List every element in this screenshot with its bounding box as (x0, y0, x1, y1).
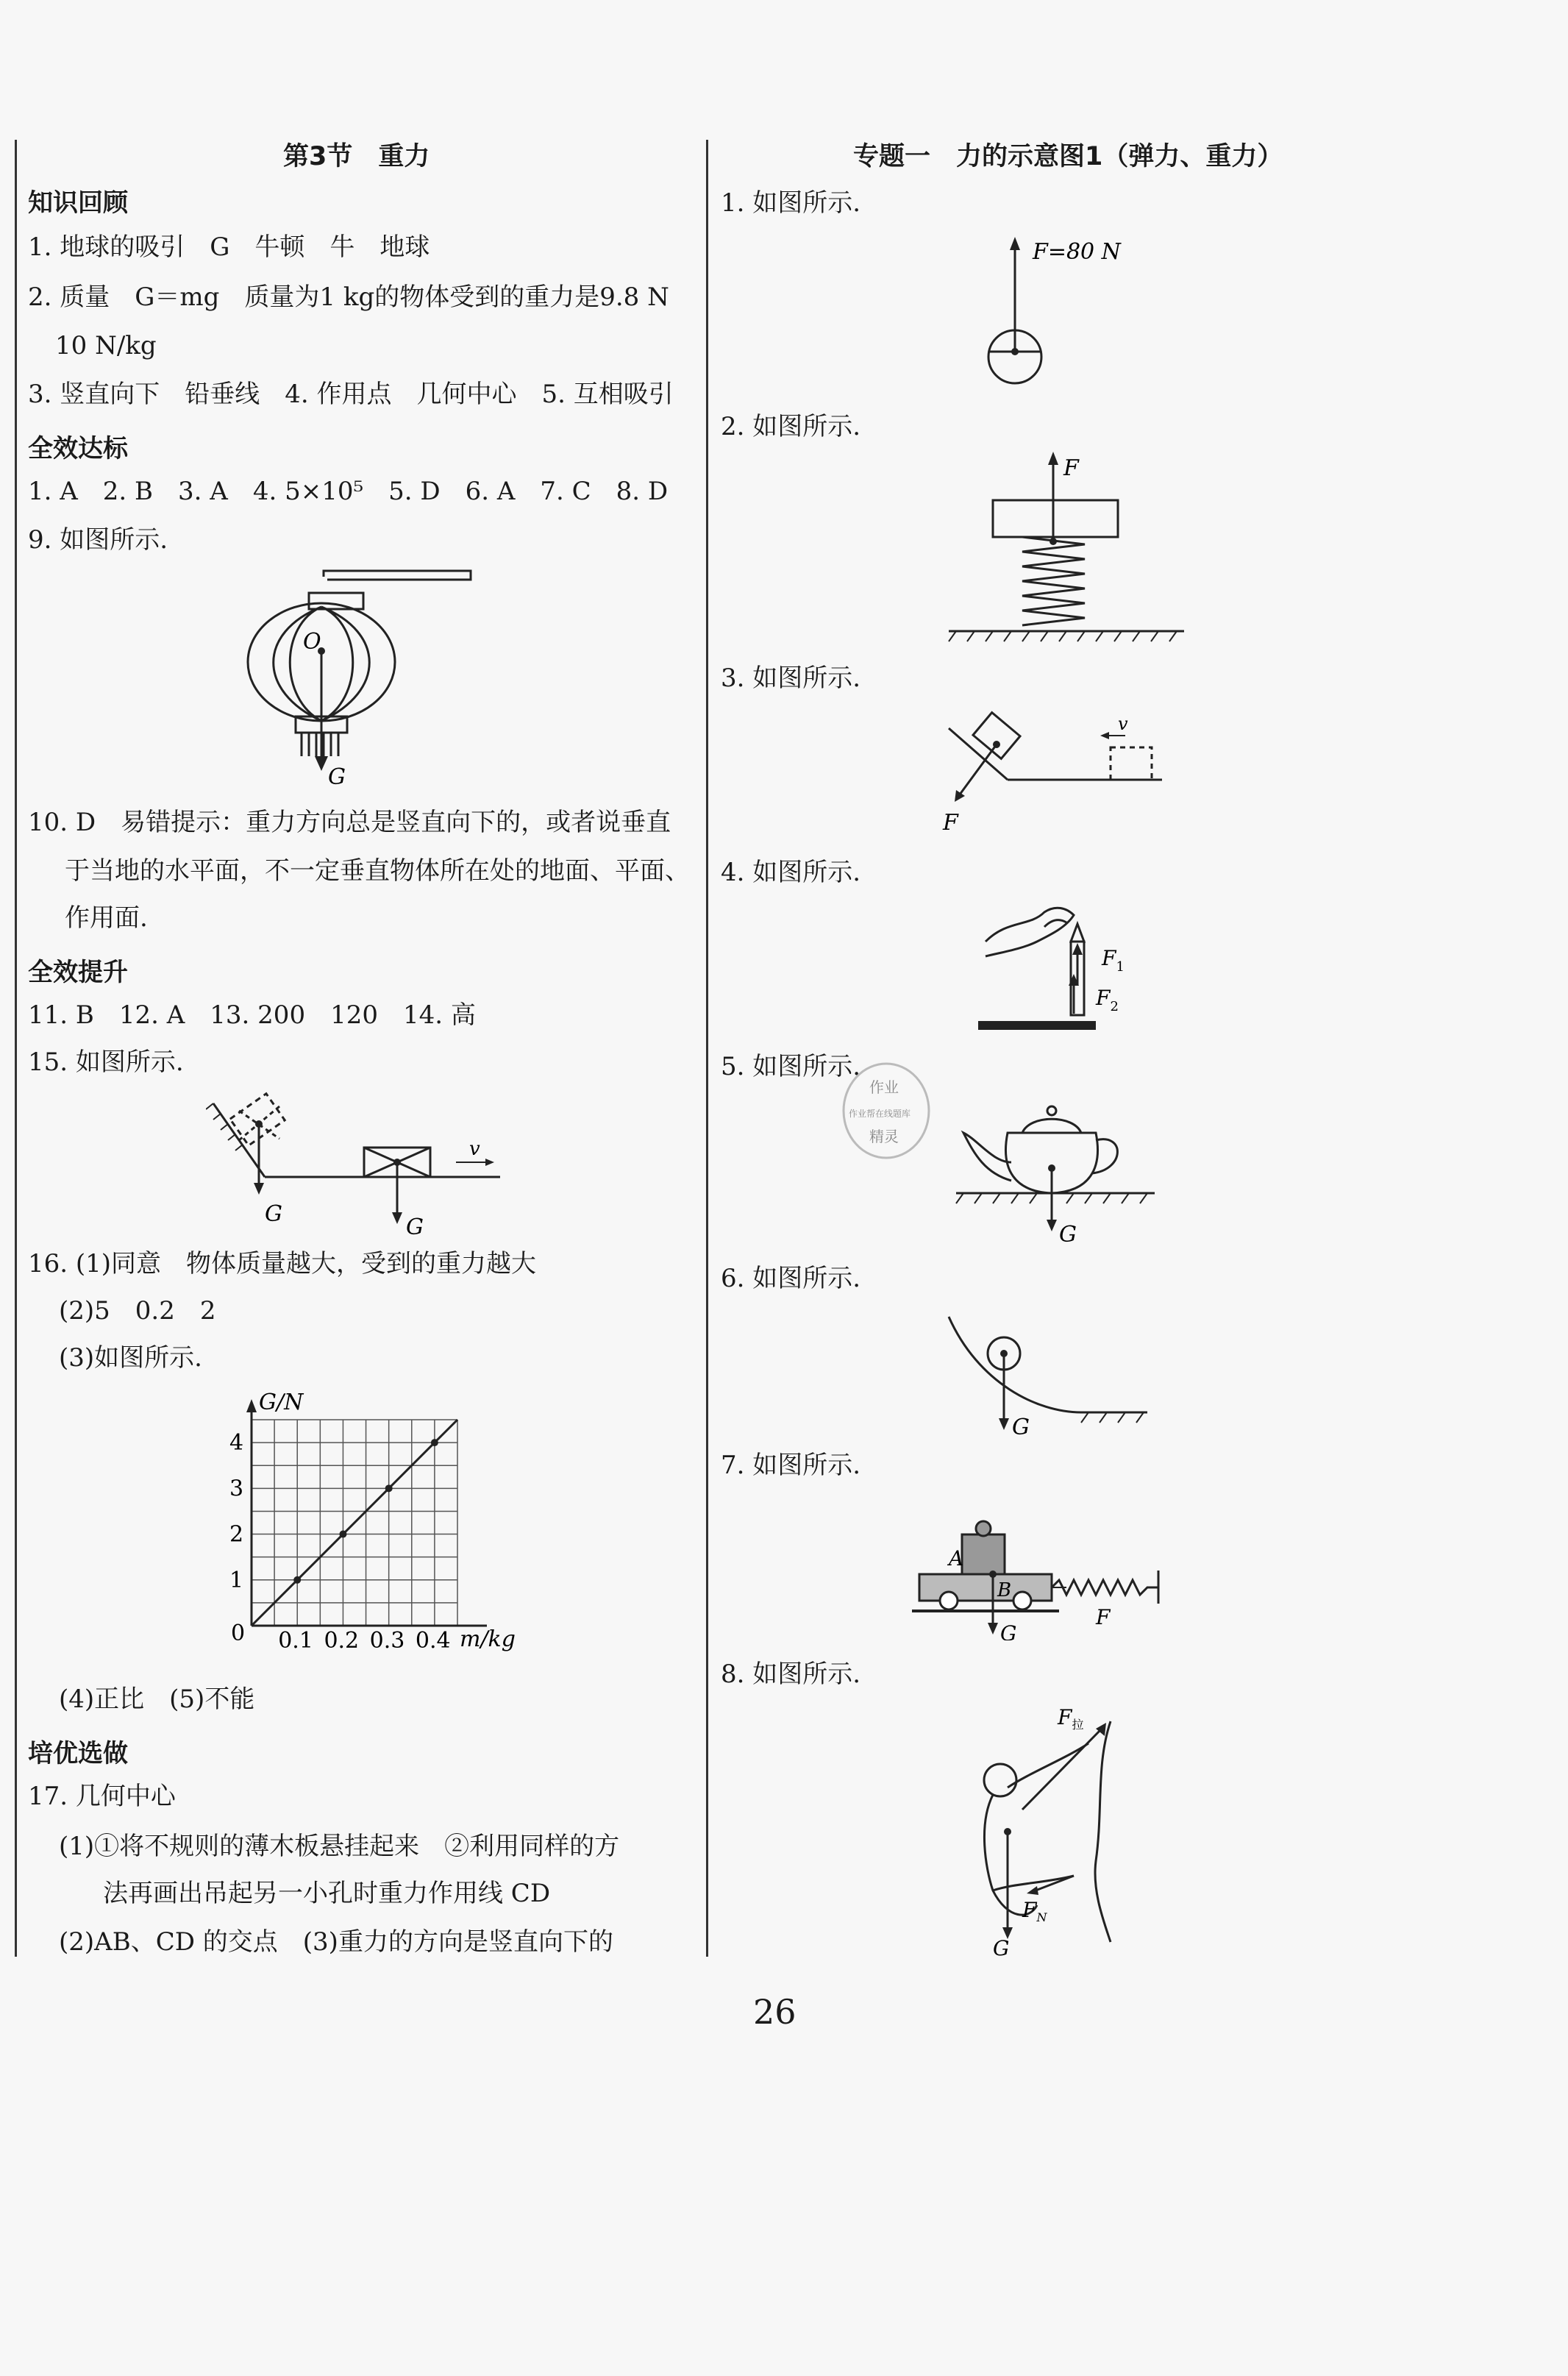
right-title: 专题一 力的示意图1（弹力、重力） (853, 142, 1283, 171)
answer-line-6-text: 10. D 易错提示：重力方向总是竖直向下的，或者说垂直 (28, 808, 671, 837)
cart (919, 1574, 1052, 1601)
section-advanced: 培优选做 (28, 1739, 128, 1768)
y-axis-arrow (246, 1399, 257, 1412)
fig6-label: G (1012, 1415, 1030, 1440)
homework-stamp (838, 1059, 934, 1162)
block (993, 500, 1118, 537)
x-axis-label: m/kg (460, 1626, 516, 1652)
fig4-label-f1: $F_1$ (1102, 946, 1125, 975)
section-review: 知识回顾 (28, 188, 128, 218)
fig3-label-f: F (943, 810, 958, 836)
force-arrow-normal (1036, 1876, 1074, 1891)
column-divider (706, 140, 708, 1957)
fig3-label-v: v (1118, 714, 1128, 734)
block-solid (973, 713, 1020, 759)
answer-line-10: (4)正比 (5)不能 (59, 1685, 255, 1714)
fig4-label-f2: $F_2$ (1096, 986, 1119, 1014)
svg-text:作业帮在线题库: 作业帮在线题库 (849, 1109, 911, 1119)
teapot-handle (1092, 1139, 1117, 1173)
item-6: 6. 如图所示. (721, 1264, 861, 1293)
y-tick-label: 3 (229, 1476, 244, 1502)
table (978, 1021, 1096, 1030)
force-arrow-pull (1022, 1729, 1102, 1810)
fig1-label: F=80 N (1033, 239, 1121, 265)
svg-text:作业: 作业 (869, 1078, 899, 1096)
figure-1-pendulum (971, 221, 1162, 397)
weight (962, 1534, 1005, 1574)
fig5-label: G (1059, 1222, 1077, 1248)
y-tick-label: 2 (229, 1521, 244, 1548)
answer-line-11d: (2)AB、CD 的交点 (3)重力的方向是竖直向下的 (59, 1927, 613, 1957)
x-tick-label: 0.1 (278, 1628, 313, 1654)
data-point (385, 1484, 393, 1492)
slope-figure (206, 1089, 530, 1236)
label-g: G (328, 764, 346, 790)
page-number: 26 (753, 1992, 797, 2032)
figure-7-cart-spring (905, 1493, 1199, 1640)
label-g2: G (406, 1214, 424, 1236)
answer-line-9b: (2)5 0.2 2 (59, 1296, 216, 1326)
y-axis-label: G/N (259, 1390, 304, 1415)
left-margin-line (15, 140, 17, 1957)
item-5: 5. 如图所示. (721, 1052, 861, 1081)
left-title: 第3节 重力 (283, 142, 430, 171)
item-7: 7. 如图所示. (721, 1451, 861, 1480)
answer-line-6 (28, 808, 671, 837)
answer-line-6c: 作用面. (65, 903, 148, 933)
item-3: 3. 如图所示. (721, 664, 861, 693)
answer-line-6b: 于当地的水平面，不一定垂直物体所在处的地面、平面、 (65, 856, 690, 886)
figure-4-hand-pencil (963, 897, 1184, 1045)
y-tick-label: 4 (229, 1430, 244, 1456)
fig8-label-fpull: $F_拉$ (1058, 1705, 1084, 1732)
fig2-label: F (1063, 455, 1079, 481)
label-v: v (469, 1138, 480, 1160)
hanger-bar (324, 571, 471, 580)
answer-line-7: 11. B 12. A 13. 200 120 14. 高 (28, 1000, 476, 1030)
answer-line-11b: (1)①将不规则的薄木板悬挂起来 ②利用同样的方 (59, 1832, 620, 1861)
figure-3-slope (934, 706, 1184, 839)
chart-axes (246, 1399, 487, 1626)
item-4: 4. 如图所示. (721, 858, 861, 887)
force-arrow (960, 744, 997, 794)
spring (1052, 1580, 1158, 1595)
label-g1: G (265, 1201, 282, 1227)
teapot-spout (963, 1133, 1011, 1181)
x-tick-label: 0.2 (324, 1628, 360, 1654)
chart-series (252, 1420, 457, 1626)
x-tick-label: 0.3 (369, 1628, 405, 1654)
item-8: 8. 如图所示. (721, 1660, 861, 1689)
answer-line-1: 1. 地球的吸引 G 牛顿 牛 地球 (28, 232, 430, 262)
figure-2-spring (934, 449, 1199, 647)
figure-6-ball-curve (941, 1302, 1162, 1442)
figure-8-climber (949, 1699, 1169, 1964)
section-basic: 全效达标 (28, 434, 128, 463)
data-point (339, 1531, 346, 1538)
data-point (431, 1439, 438, 1446)
answer-line-11c: 法再画出吊起另一小孔时重力作用线 CD (103, 1879, 551, 1908)
answer-line-8: 15. 如图所示. (28, 1047, 184, 1077)
block-dashed (1111, 747, 1152, 780)
answer-line-5: 9. 如图所示. (28, 525, 168, 555)
fig7-label-f: F (1096, 1605, 1111, 1629)
climber-head (984, 1764, 1016, 1796)
lantern-cap (309, 593, 363, 609)
hand (986, 908, 1074, 956)
fig7-label-b: B (997, 1579, 1012, 1601)
data-point (293, 1576, 301, 1584)
climber-body (984, 1795, 1037, 1915)
answer-line-11: 17. 几何中心 (28, 1782, 176, 1811)
fig8-label-g: G (993, 1936, 1010, 1960)
svg-text:精灵: 精灵 (869, 1128, 899, 1145)
answer-line-9: 16. (1)同意 物体质量越大，受到的重力越大 (28, 1249, 537, 1278)
answer-line-3: 3. 竖直向下 铅垂线 4. 作用点 几何中心 5. 互相吸引 (28, 380, 674, 409)
lantern-figure (235, 566, 485, 794)
y-tick-label: 1 (229, 1567, 244, 1593)
answer-line-2: 2. 质量 G＝mg 质量为1 kg的物体受到的重力是9.8 N (28, 282, 669, 312)
x-tick-label: 0.4 (415, 1628, 451, 1654)
item-1: 1. 如图所示. (721, 188, 861, 218)
origin-label: 0 (231, 1621, 246, 1646)
teapot-lid (1022, 1119, 1081, 1133)
item-2: 2. 如图所示. (721, 412, 861, 441)
chart-ticks (229, 1430, 451, 1654)
label-o: O (303, 629, 321, 655)
rock-wall (1095, 1721, 1111, 1942)
answer-line-4: 1. A 2. B 3. A 4. 5×10⁵ 5. D 6. A 7. C 8. D (28, 477, 669, 506)
g-m-chart (221, 1383, 544, 1662)
answer-line-9c: (3)如图所示. (59, 1343, 202, 1373)
fig7-label-g: G (1000, 1621, 1017, 1640)
curved-track (949, 1317, 1147, 1412)
figure-5-teapot (949, 1089, 1169, 1251)
section-improve: 全效提升 (28, 958, 128, 987)
series-line-extension (435, 1420, 457, 1443)
answer-line-2b: 10 N/kg (55, 331, 157, 360)
fig8-label-fn: $F_N$ (1022, 1898, 1047, 1924)
fig7-label-a: A (949, 1546, 964, 1571)
